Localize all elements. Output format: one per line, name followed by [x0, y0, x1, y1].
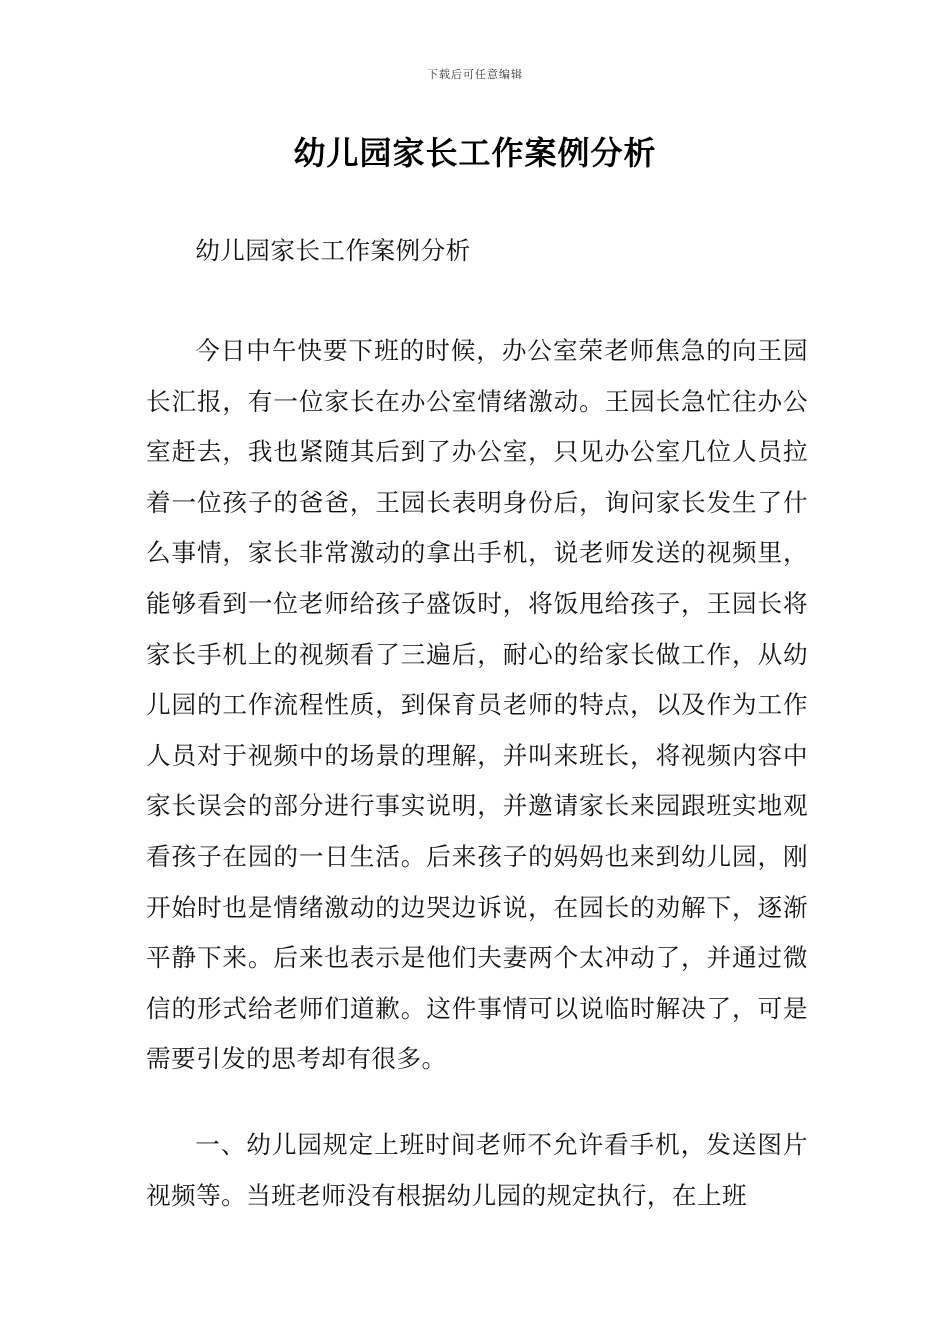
paragraph-incident: 今日中午快要下班的时候，办公室荣老师焦急的向王园长汇报，有一位家长在办公室情绪激动。王园长急忙往办公室赶去，我也紧随其后到了办公室，只见办公室几位人员拉着一位孩子的爸爸，王园长表明身份后，询问家长发生了什么事情，家长非常激动的拿出手机，说老师发送的视频里，能够看到一位老师给孩子盛饭时，将饭甩给孩子，王园长将家长手机上的视频看了三遍后，耐心的给家长做工作，从幼儿园的工作流程性质，到保育员老师的特点，以及作为工作人员对于视频中的场景的理解，并叫来班长，将视频内容中家长误会的部分进行事实说明，并邀请家长来园跟班实地观看孩子在园的一日生活。后来孩子的妈妈也来到幼儿园，刚开始时也是情绪激动的边哭边诉说，在园长的劝解下，逐渐平静下来。后来也表示是他们夫妻两个太冲动了，并通过微信的形式给老师们道歉。这件事情可以说临时解决了，可是需要引发的思考却有很多。	[146, 336, 808, 1074]
header-note: 下载后可任意编辑	[427, 68, 523, 81]
document-subtitle: 幼儿园家长工作案例分析	[195, 236, 471, 265]
paragraph-point-one: 一、幼儿园规定上班时间老师不允许看手机，发送图片视频等。当班老师没有根据幼儿园的规定执行，在上班	[146, 1130, 808, 1210]
document-title: 幼儿园家长工作案例分析	[293, 134, 657, 172]
